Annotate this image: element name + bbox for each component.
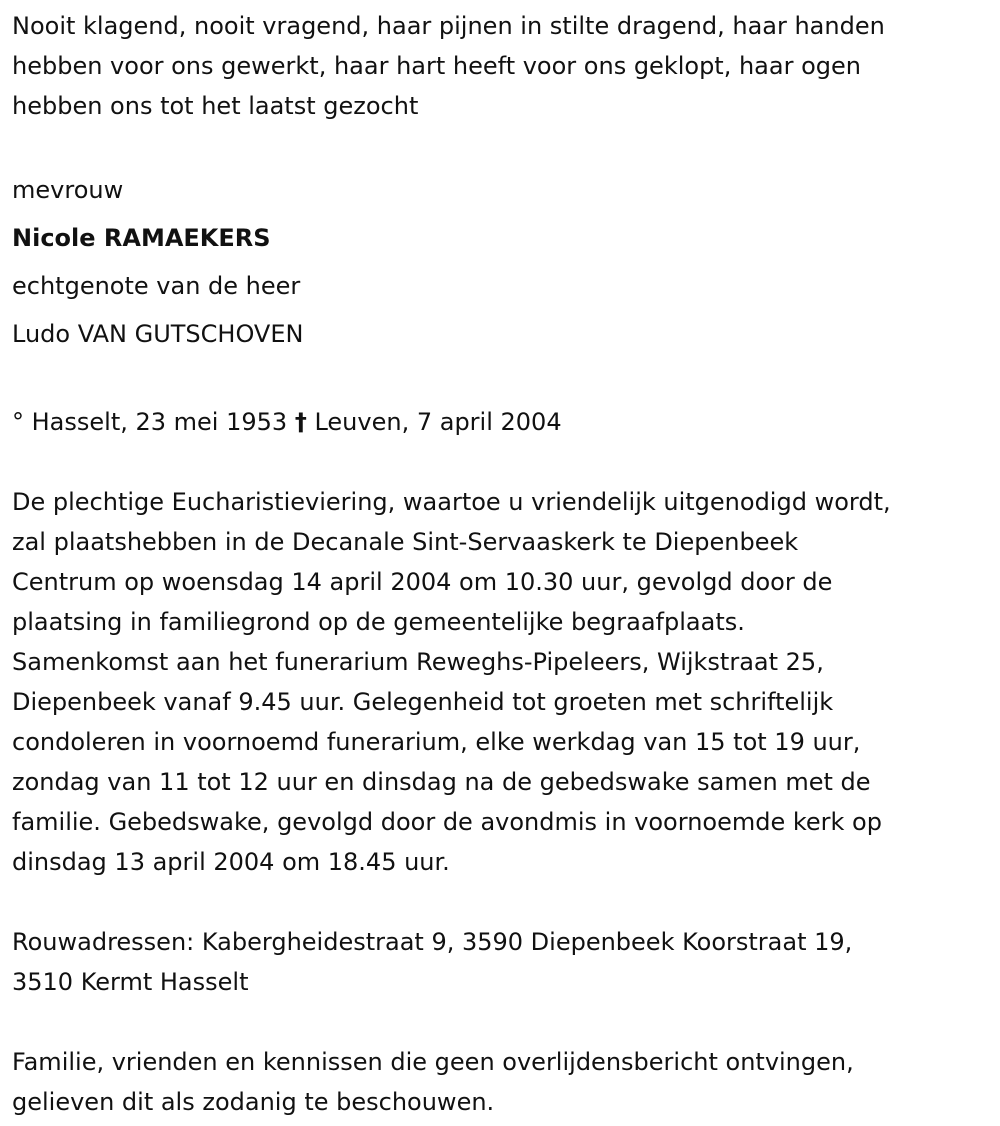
ceremony-line: zondag van 11 tot 12 uur en dinsdag na de gebedswake samen met de xyxy=(12,768,871,796)
spacer xyxy=(12,1002,988,1042)
ceremony-line: condoleren in voornoemd funerarium, elke werkdag van 15 tot 19 uur, xyxy=(12,728,861,756)
spacer xyxy=(12,442,988,482)
title-prefix: mevrouw xyxy=(12,176,124,204)
address-line: 3510 Kermt Hasselt xyxy=(12,968,249,996)
deceased-name: Nicole RAMAEKERS xyxy=(12,224,271,252)
ceremony-line: De plechtige Eucharistieviering, waartoe u vriendelijk uitgenodigd wordt, xyxy=(12,488,891,516)
spouse-relation: echtgenote van de heer xyxy=(12,272,301,300)
address-line: Rouwadressen: Kabergheidestraat 9, 3590 Diepenbeek Koorstraat 19, xyxy=(12,928,853,956)
motto-line: hebben ons tot het laatst gezocht xyxy=(12,92,419,120)
closing-line: gelieven dit als zodanig te beschouwen. xyxy=(12,1088,495,1116)
cross-icon: † xyxy=(294,408,307,436)
ceremony-line: plaatsing in familiegrond op de gemeentelijke begraafplaats. xyxy=(12,608,745,636)
identity-block xyxy=(12,166,988,358)
ceremony-line: Samenkomst aan het funerarium Reweghs-Pipeleers, Wijkstraat 25, xyxy=(12,648,824,676)
death-info: Leuven, 7 april 2004 xyxy=(314,408,562,436)
ceremony-line: familie. Gebedswake, gevolgd door de avondmis in voornoemde kerk op xyxy=(12,808,882,836)
ceremony-line: Centrum op woensdag 14 april 2004 om 10.30 uur, gevolgd door de xyxy=(12,568,833,596)
ceremony-block xyxy=(12,482,988,882)
motto-block xyxy=(12,6,988,126)
addresses-block xyxy=(12,922,988,1002)
life-dates xyxy=(12,402,988,442)
spacer xyxy=(12,126,988,166)
spacer xyxy=(12,882,988,922)
birth-info: ° Hasselt, 23 mei 1953 xyxy=(12,408,288,436)
ceremony-line: dinsdag 13 april 2004 om 18.45 uur. xyxy=(12,848,450,876)
motto-line: Nooit klagend, nooit vragend, haar pijnen in stilte dragend, haar handen xyxy=(12,12,885,40)
closing-line: Familie, vrienden en kennissen die geen overlijdensbericht ontvingen, xyxy=(12,1048,854,1076)
ceremony-line: zal plaatshebben in de Decanale Sint-Servaaskerk te Diepenbeek xyxy=(12,528,799,556)
spacer xyxy=(12,358,988,398)
motto-line: hebben voor ons gewerkt, haar hart heeft voor ons geklopt, haar ogen xyxy=(12,52,861,80)
spouse-name: Ludo VAN GUTSCHOVEN xyxy=(12,320,304,348)
ceremony-line: Diepenbeek vanaf 9.45 uur. Gelegenheid tot groeten met schriftelijk xyxy=(12,688,834,716)
closing-block xyxy=(12,1042,988,1122)
